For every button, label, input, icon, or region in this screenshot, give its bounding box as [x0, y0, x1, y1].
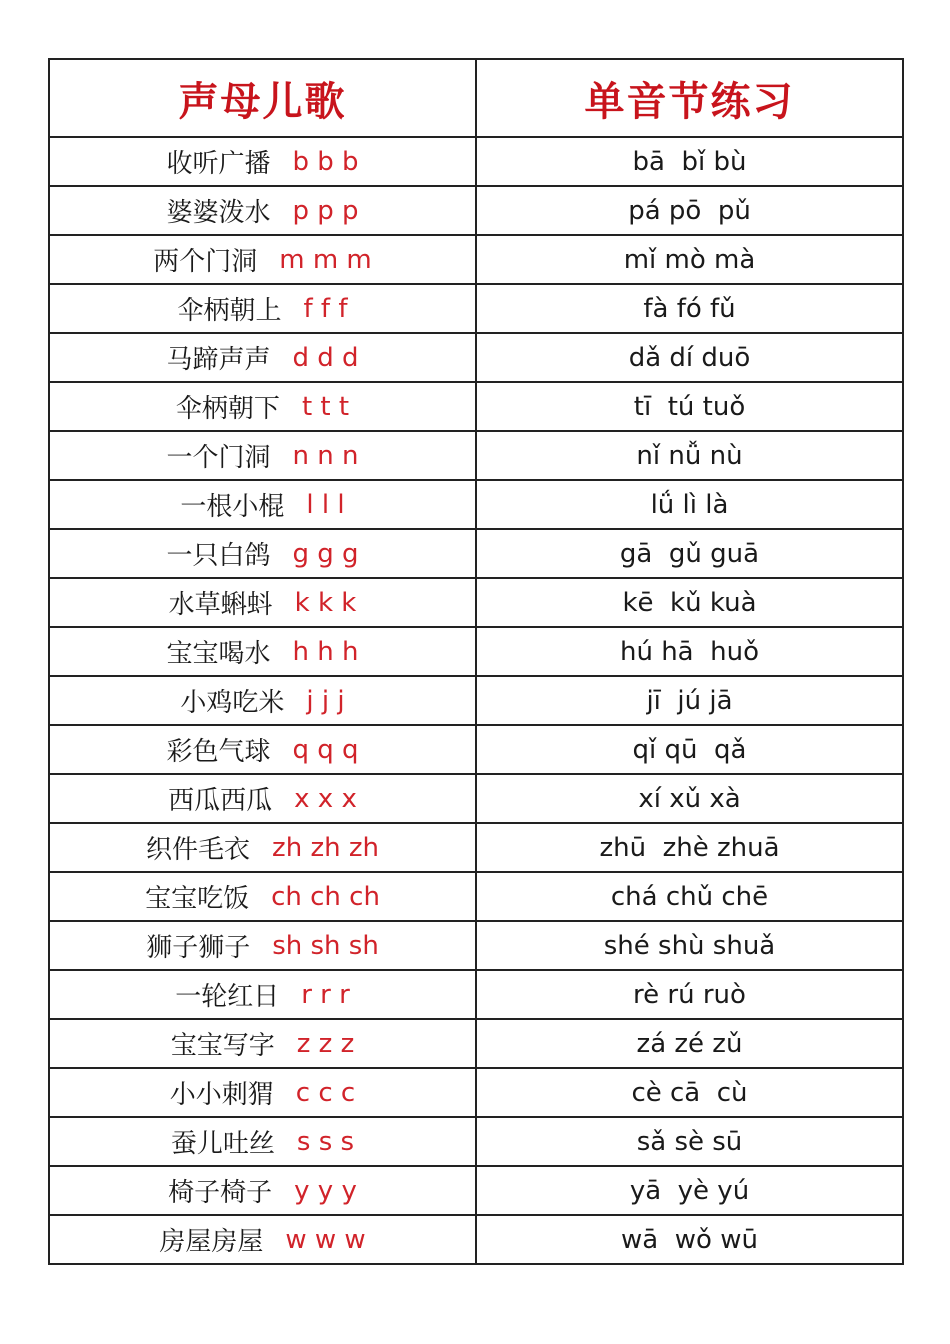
- syllables-cell: [476, 480, 903, 529]
- syllables-cell: [476, 921, 903, 970]
- syllables-cell: [476, 1068, 903, 1117]
- table-row: [49, 1019, 903, 1068]
- syllables-text: zhū zhè zhuā: [599, 832, 780, 863]
- syllables-cell: [476, 872, 903, 921]
- rhyme-cell: [49, 823, 476, 872]
- rhyme-text: 织件毛衣: [146, 835, 251, 865]
- rhyme-cell: [49, 774, 476, 823]
- initial-sound: t t t: [301, 391, 350, 422]
- rhyme-content: [166, 192, 358, 229]
- initial-sound: h h h: [292, 636, 359, 667]
- rhyme-cell: [49, 1068, 476, 1117]
- syllables-text: qǐ qū qǎ: [632, 734, 747, 765]
- rhyme-content: [167, 633, 359, 670]
- table-row: [49, 725, 903, 774]
- rhyme-content: [168, 1172, 357, 1209]
- rhyme-content: [168, 780, 357, 817]
- syllables-cell: [476, 284, 903, 333]
- rhyme-content: [166, 339, 358, 376]
- rhyme-cell: [49, 137, 476, 186]
- initial-sound: y y y: [294, 1175, 357, 1206]
- rhyme-content: [166, 143, 358, 180]
- rhyme-cell: [49, 921, 476, 970]
- rhyme-text: 小小刺猬: [169, 1080, 274, 1110]
- initial-sound: w w w: [285, 1224, 366, 1255]
- rhyme-text: 房屋房屋: [159, 1227, 264, 1257]
- rhyme-content: [167, 437, 359, 474]
- initial-sound: x x x: [294, 783, 357, 814]
- rhyme-content: [170, 1074, 355, 1111]
- initial-sound: n n n: [292, 440, 359, 471]
- initial-sound: g g g: [292, 538, 359, 569]
- syllables-text: zá zé zǔ: [636, 1028, 743, 1059]
- rhyme-cell: [49, 480, 476, 529]
- initial-sound: f f f: [303, 293, 348, 324]
- syllables-text: bā bǐ bù: [632, 146, 747, 177]
- table-row: [49, 872, 903, 921]
- syllables-text: chá chǔ chē: [610, 881, 769, 912]
- syllables-cell: [476, 970, 903, 1019]
- initial-sound: z z z: [296, 1028, 355, 1059]
- initial-sound: q q q: [292, 734, 359, 765]
- syllables-text: kē kǔ kuà: [622, 587, 757, 618]
- rhyme-text: 宝宝写字: [170, 1031, 275, 1061]
- table-row: [49, 1117, 903, 1166]
- syllables-cell: [476, 1215, 903, 1264]
- table-row: [49, 970, 903, 1019]
- initial-sound: j j j: [306, 685, 345, 716]
- table-row: [49, 137, 903, 186]
- table-row: [49, 1166, 903, 1215]
- syllables-cell: [476, 627, 903, 676]
- table-row: [49, 627, 903, 676]
- table-row: [49, 1068, 903, 1117]
- initial-sound: c c c: [295, 1077, 356, 1108]
- syllables-text: fà fó fǔ: [643, 293, 736, 324]
- initial-sound: b b b: [292, 146, 359, 177]
- rhyme-text: 伞柄朝上: [177, 296, 282, 326]
- syllables-text: jī jú jā: [646, 685, 733, 716]
- rhyme-content: [146, 927, 379, 964]
- initial-sound: sh sh sh: [272, 930, 379, 961]
- syllables-cell: [476, 529, 903, 578]
- rhyme-cell: [49, 529, 476, 578]
- initial-sound: r r r: [301, 979, 350, 1010]
- table-row: [49, 382, 903, 431]
- rhyme-text: 伞柄朝下: [175, 394, 280, 424]
- initial-sound: s s s: [296, 1126, 355, 1157]
- rhyme-text: 一个门洞: [166, 443, 271, 473]
- initial-sound: zh zh zh: [272, 832, 379, 863]
- rhyme-content: [159, 1221, 365, 1258]
- rhyme-text: 水草蝌蚪: [168, 590, 273, 620]
- syllables-cell: [476, 578, 903, 627]
- rhyme-content: [153, 241, 372, 278]
- rhyme-cell: [49, 1166, 476, 1215]
- rhyme-text: 一轮红日: [175, 982, 280, 1012]
- table-row: [49, 529, 903, 578]
- table-row: [49, 578, 903, 627]
- table-row: [49, 431, 903, 480]
- syllables-cell: [476, 382, 903, 431]
- syllables-text: tī tú tuǒ: [633, 391, 746, 422]
- rhyme-content: [166, 535, 358, 572]
- syllables-cell: [476, 137, 903, 186]
- rhyme-cell: [49, 431, 476, 480]
- rhyme-cell: [49, 627, 476, 676]
- table-row: [49, 186, 903, 235]
- rhyme-cell: [49, 725, 476, 774]
- rhyme-text: 一根小棍: [180, 492, 285, 522]
- rhyme-cell: [49, 382, 476, 431]
- initial-sound: k k k: [294, 587, 357, 618]
- rhyme-cell: [49, 1117, 476, 1166]
- syllables-text: cè cā cù: [631, 1077, 748, 1108]
- syllables-text: gā gǔ guā: [619, 538, 760, 569]
- syllables-text: xí xǔ xà: [638, 783, 741, 814]
- syllables-cell: [476, 1019, 903, 1068]
- syllables-text: dǎ dí duō: [628, 342, 751, 373]
- syllables-cell: [476, 676, 903, 725]
- rhyme-cell: [49, 284, 476, 333]
- header-initials-rhymes: 声母儿歌: [49, 59, 476, 137]
- rhyme-cell: [49, 333, 476, 382]
- initial-sound: d d d: [292, 342, 359, 373]
- rhyme-content: [171, 1025, 355, 1062]
- syllables-text: wā wǒ wū: [621, 1224, 758, 1255]
- rhyme-content: [171, 1123, 354, 1160]
- rhyme-cell: [49, 676, 476, 725]
- syllables-text: shé shù shuǎ: [603, 930, 776, 961]
- rhyme-text: 蚕儿吐丝: [170, 1129, 275, 1159]
- syllables-cell: [476, 823, 903, 872]
- initial-sound: l l l: [306, 489, 345, 520]
- table-body: [49, 137, 903, 1264]
- rhyme-content: [166, 731, 358, 768]
- syllables-text: yā yè yú: [629, 1175, 750, 1206]
- rhyme-content: [180, 682, 344, 719]
- rhyme-content: [176, 388, 349, 425]
- rhyme-content: [169, 584, 357, 621]
- rhyme-content: [180, 486, 344, 523]
- initial-sound: m m m: [279, 244, 372, 275]
- rhyme-cell: [49, 1215, 476, 1264]
- syllables-cell: [476, 235, 903, 284]
- syllables-text: pá pō pǔ: [628, 195, 751, 226]
- rhyme-content: [175, 976, 350, 1013]
- table-row: [49, 774, 903, 823]
- syllables-cell: [476, 1117, 903, 1166]
- rhyme-cell: [49, 1019, 476, 1068]
- syllables-cell: [476, 431, 903, 480]
- table-row: [49, 823, 903, 872]
- syllables-cell: [476, 333, 903, 382]
- table-row: [49, 284, 903, 333]
- header-row: [49, 59, 903, 137]
- rhyme-content: [146, 829, 379, 866]
- rhyme-text: 收听广播: [166, 149, 271, 179]
- initials-practice-table: [48, 58, 904, 1265]
- rhyme-text: 西瓜西瓜: [168, 786, 273, 816]
- initial-sound: ch ch ch: [271, 881, 380, 912]
- table-row: [49, 333, 903, 382]
- rhyme-text: 宝宝喝水: [166, 639, 271, 669]
- rhyme-text: 婆婆泼水: [166, 198, 271, 228]
- table-row: [49, 1215, 903, 1264]
- syllables-cell: [476, 1166, 903, 1215]
- rhyme-content: [145, 878, 380, 915]
- syllables-text: lǘ lì là: [650, 489, 729, 520]
- syllables-text: rè rú ruò: [633, 979, 746, 1010]
- rhyme-text: 马蹄声声: [166, 345, 271, 375]
- rhyme-content: [177, 290, 347, 327]
- header-syllable-practice: 单音节练习: [476, 59, 903, 137]
- table-row: [49, 921, 903, 970]
- rhyme-text: 小鸡吃米: [180, 688, 285, 718]
- rhyme-cell: [49, 578, 476, 627]
- syllables-cell: [476, 774, 903, 823]
- rhyme-text: 椅子椅子: [168, 1178, 273, 1208]
- table-row: [49, 480, 903, 529]
- rhyme-text: 宝宝吃饭: [145, 884, 250, 914]
- rhyme-text: 彩色气球: [166, 737, 271, 767]
- syllables-cell: [476, 725, 903, 774]
- rhyme-text: 狮子狮子: [146, 933, 251, 963]
- syllables-text: hú hā huǒ: [619, 636, 760, 667]
- rhyme-cell: [49, 235, 476, 284]
- rhyme-cell: [49, 970, 476, 1019]
- table-row: [49, 676, 903, 725]
- syllables-cell: [476, 186, 903, 235]
- rhyme-text: 一只白鸽: [166, 541, 271, 571]
- rhyme-cell: [49, 872, 476, 921]
- rhyme-text: 两个门洞: [153, 247, 258, 277]
- table-row: [49, 235, 903, 284]
- syllables-text: nǐ nǚ nù: [636, 440, 743, 471]
- initial-sound: p p p: [292, 195, 359, 226]
- syllables-text: sǎ sè sū: [636, 1126, 743, 1157]
- syllables-text: mǐ mò mà: [623, 244, 756, 275]
- rhyme-cell: [49, 186, 476, 235]
